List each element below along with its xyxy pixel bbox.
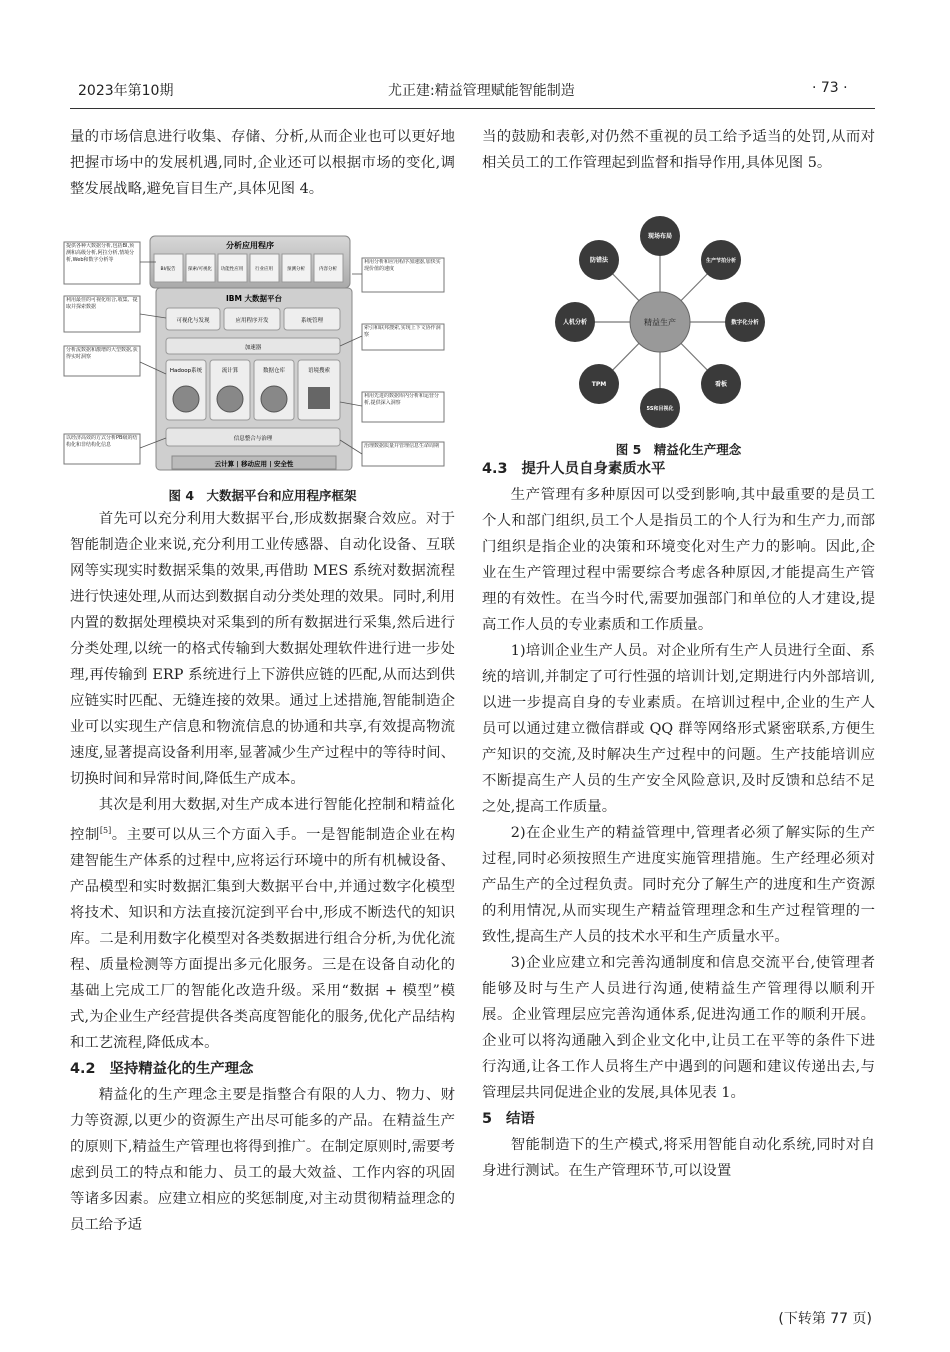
fig4-top-item: 功能性应用 xyxy=(220,267,244,272)
fig4-top-item: 预测分析 xyxy=(287,267,305,272)
fig4-note-right-2: 索引和联邦搜索,实现上下文协作洞察 xyxy=(364,325,441,338)
fig4-note-left-3: 分析流数据和激增的大型数据,获得实时洞察 xyxy=(66,347,138,360)
fig4-row2-item: 可视化与发现 xyxy=(176,318,210,324)
paragraph-3: 精益化的生产理念主要是指整合有限的人力、物力、财力等资源,以更少的资源生产出尽可能多的产品。在精益生产的原则下,精益生产管理也将得到推广。在制定原则时,需要考虑到员工的特点和能力、员工的最大效益、工作内容的巩固等诸多因素。应建立相应的奖惩制度,对主动贯彻精益理念的员工给予适 xyxy=(70,1086,455,1233)
section-number: 5 xyxy=(482,1111,493,1127)
fig5-center: 精益生产 xyxy=(644,318,676,327)
right-column-body xyxy=(482,456,875,1184)
fig4-top-item: 探索/可视化 xyxy=(187,267,213,272)
fig5-node: 看板 xyxy=(714,381,728,388)
fig5-node: 防错法 xyxy=(589,257,609,264)
fig4-engine: 数据仓库 xyxy=(262,368,286,374)
fig4-top-item: BI/报告 xyxy=(160,267,176,272)
paragraph-cont: 当的鼓励和表彰,对仍然不重视的员工给予适当的处罚,从而对相关员工的工作管理起到监督和指导作用,具体见图 5。 xyxy=(482,129,875,171)
fig4-note-right-3: 利用先进的数据库内分析和运营分析,提供深入洞察 xyxy=(364,393,440,406)
fig4-note-left-2: 利用最佳的可视化组合,收集、提取并探索数据 xyxy=(66,297,138,310)
fig5-node: 人机分析 xyxy=(562,319,588,326)
fig4-platform-title: IBM 大数据平台 xyxy=(225,294,283,303)
section-number: 4.2 xyxy=(70,1060,96,1077)
section-number: 4.3 xyxy=(482,461,508,477)
figure-5-lean-production xyxy=(555,214,765,434)
section-title: 结语 xyxy=(506,1111,535,1127)
section-title: 提升人员自身素质水平 xyxy=(521,461,666,477)
fig4-note-left-1: 提供各种大数据分析,包括BI,预测和高级分析,阿拉分析,情境分析,Web和数字分析等 xyxy=(66,243,135,263)
paragraph-2 xyxy=(70,792,455,1056)
left-column-top xyxy=(70,124,455,202)
paragraph-1: 首先可以充分利用大数据平台,形成数据聚合效应。对于智能制造企业来说,充分利用工业传感器、自动化设备、互联网等实现实时数据采集的效果,再借助 MES 系统对数据流程进行快速处理,从而达到数据自动分类处理的效果。同时,利用内置的数据处理模块对采集到的所有数据进行采集,然后进行分类处理,以统一的格式传输到大数据处理软件进行进一步处理,再传输到 ERP 系统进行上下游供应链的匹配,从而达到供应链实时匹配、无缝连接的效果。通过上述措施,智能制造企业可以实现生产信息和物流信息的协通和共享,有效提高物流速度,显著提高设备利用率,显著减少生产过程中的等待时间、切换时间和异常时间,降低生产成本。 xyxy=(70,511,455,787)
fig5-node: TPM xyxy=(591,381,607,388)
page-number: · 73 · xyxy=(812,80,848,96)
fig4-top-title: 分析应用程序 xyxy=(226,241,274,250)
section-4-2-heading xyxy=(70,1056,455,1082)
fig4-governance: 信息整合与治理 xyxy=(233,436,273,442)
fig4-note-right-4: 治理数据质量并管理信息生命周期 xyxy=(364,443,440,449)
right-column-top xyxy=(482,124,875,176)
fig4-engine: 流计算 xyxy=(221,368,239,374)
paragraph-2-text-b: 。主要可以从三个方面入手。一是智能制造企业在构建智能生产体系的过程中,应将运行环境中的所有机械设备、产品模型和实时数据汇集到大数据平台中,并通过数字化模型将技术、知识和方法直接沉淀到平台中,形成不断迭代的知识库。二是利用数字化模型对各类数据进行组合分析,为优化流程、质量检测等方面提出多元化服务。三是在设备自动化的基础上完成工厂的智能化改造升级。采用“数据 + 模型”模式,为企业生产经营提供各类高度智能化的服务,优化产品结构和工艺流程,降低成本。 xyxy=(70,826,455,1051)
fig4-accelerator: 加速器 xyxy=(244,345,262,351)
paragraph-4: 生产管理有多种原因可以受到影响,其中最重要的是员工个人和部门组织,员工个人是指员工的个人行为和生产力,而部门组织是指企业的决策和环境变化对生产力的影响。因此,企业在生产管理过程中需要综合考虑各种原因,才能提高生产管理的有效性。在当今时代,需要加强部门和单位的人才建设,提高工作人员的专业素质和工作质量。 xyxy=(482,487,875,633)
fig5-node: 数字化分析 xyxy=(731,320,759,326)
paragraph-6: 2)在企业生产的精益管理中,管理者必须了解实际的生产过程,同时必须按照生产进度实施管理措施。生产经理必须对产品生产的全过程负责。同时充分了解生产的进度和生产资源的利用情况,从而实现生产精益管理理念和生产过程管理的一致性,提高生产人员的技术水平和生产质量水平。 xyxy=(482,825,875,945)
fig4-engine: Hadoop系统 xyxy=(169,368,203,374)
paragraph-intro: 量的市场信息进行收集、存储、分析,从而企业也可以更好地把握市场中的发展机遇,同时,企业还可以根据市场的变化,调整发展战略,避免盲目生产,具体见图 4。 xyxy=(70,129,455,197)
fig4-row2-item: 系统管理 xyxy=(300,318,324,324)
paragraph-5: 1)培训企业生产人员。对企业所有生产人员进行全面、系统的培训,并制定了可行性强的培训计划,定期进行内外部培训,以进一步提高自身的专业素质。在培训过程中,企业的生产人员可以通过建立微信群或 QQ 群等网络形式紧密联系,方便生产知识的交流,及时解决生产过程中的问题。生产技能培训应不断提高生产人员的生产安全风险意识,及时反馈和总结不足之处,提高工作质量。 xyxy=(482,643,875,815)
figure-4-caption: 图 4 大数据平台和应用程序框架 xyxy=(168,488,357,503)
paragraph-8: 智能制造下的生产模式,将采用智能自动化系统,同时对自身进行测试。在生产管理环节,可以设置 xyxy=(482,1137,875,1179)
figure-4-big-data-platform xyxy=(62,234,447,489)
fig4-row2-item: 应用程序开发 xyxy=(235,318,269,324)
fig4-top-item: 行业应用 xyxy=(255,267,273,272)
running-title: 尤正建:精益管理赋能智能制造 xyxy=(388,83,575,99)
left-column-body xyxy=(70,506,455,1238)
fig4-engine: 语境搜索 xyxy=(307,368,331,374)
fig4-note-left-4: 以经济高效的方式分析PB级的结构化和非结构化信息 xyxy=(66,435,138,448)
paragraph-7: 3)企业应建立和完善沟通制度和信息交流平台,使管理者能够及时与生产人员进行沟通,使精益生产管理得以顺利开展。企业管理层应完善沟通体系,促进沟通工作的顺利开展。企业可以将沟通融入到企业文化中,让员工在平等的条件下进行沟通,让各工作人员将生产中遇到的问题和建议传递出去,与管理层共同促进企业的发展,具体见表 1。 xyxy=(482,955,875,1101)
fig4-top-item: 内容分析 xyxy=(319,267,337,272)
paragraph-2-text-a: 其次是利用大数据,对生产成本进行智能化控制和精益化控制 xyxy=(70,797,455,843)
fig4-bottom-bar: 云计算 | 移动应用 | 安全性 xyxy=(214,460,294,468)
section-title: 坚持精益化的生产理念 xyxy=(109,1060,254,1077)
journal-issue: 2023年第10期 xyxy=(78,83,174,99)
fig4-note-right-1: 利用分析和应用程序加速器,加快实现价值的速度 xyxy=(364,259,441,272)
section-4-3-heading xyxy=(482,456,875,482)
fig5-node: 5S和目视化 xyxy=(646,406,674,412)
fig5-node: 现场布局 xyxy=(647,233,673,240)
figure-5-caption: 图 5 精益化生产理念 xyxy=(615,442,742,457)
citation-ref: [5] xyxy=(99,826,112,835)
section-5-heading xyxy=(482,1106,875,1132)
continued-note: (下转第 77 页) xyxy=(778,1311,872,1327)
header-rule xyxy=(70,108,875,109)
fig5-node: 生产节拍分析 xyxy=(705,258,737,264)
